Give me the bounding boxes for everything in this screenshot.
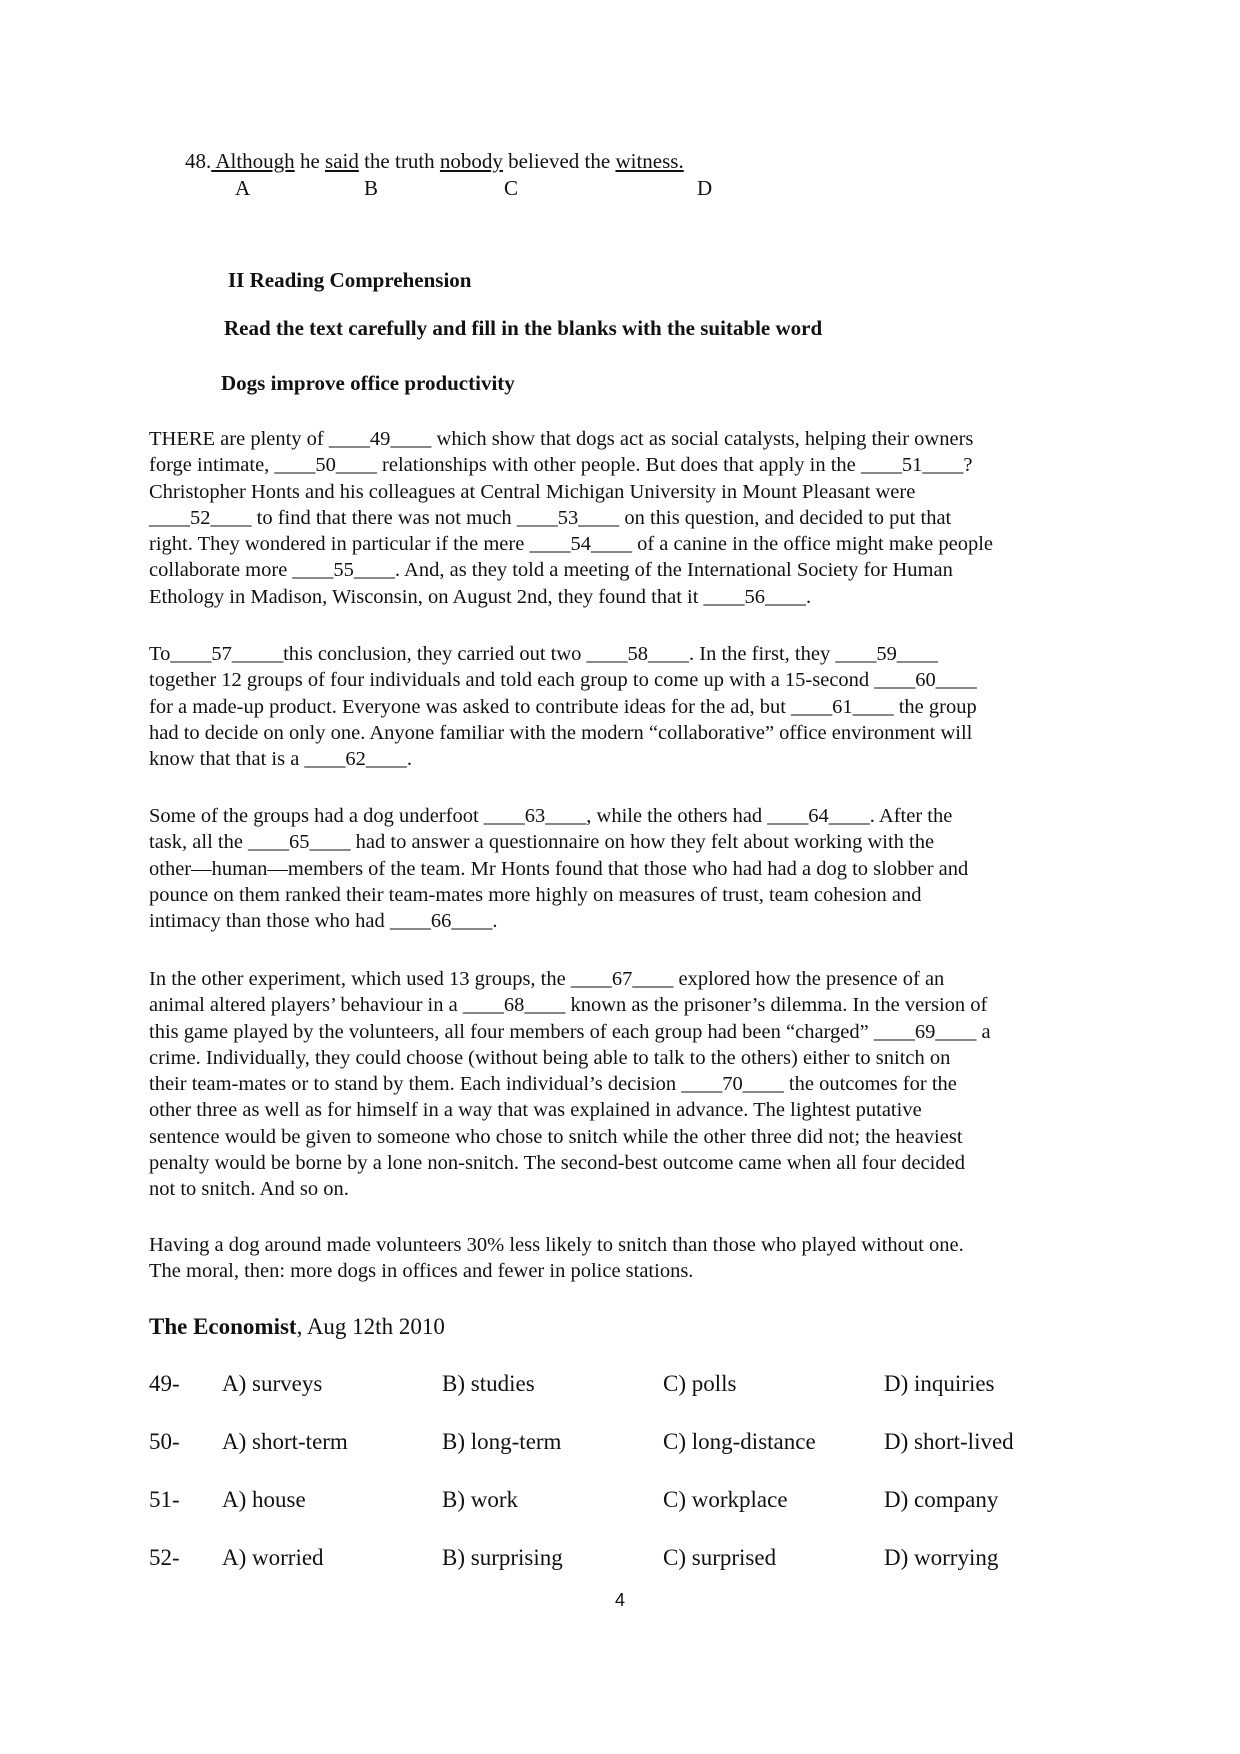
section-title: II Reading Comprehension bbox=[228, 268, 472, 292]
option-b-word: said bbox=[325, 149, 359, 173]
letter-d: D bbox=[697, 176, 713, 200]
option-number: 51- bbox=[149, 1487, 180, 1512]
option-a: A) house bbox=[222, 1487, 306, 1512]
instructions: Read the text carefully and fill in the blanks with the suitable word bbox=[224, 316, 823, 340]
question-text: the truth bbox=[358, 149, 440, 173]
paragraph-5: Having a dog around made volunteers 30% less likely to snitch than those who played without one. The moral, then: more dogs in offices and fewer in police stations. bbox=[149, 1234, 964, 1283]
question-text: believed the bbox=[502, 149, 616, 173]
option-d: D) short-lived bbox=[884, 1429, 1014, 1454]
publication-date: , Aug 12th 2010 bbox=[296, 1314, 445, 1339]
option-number: 50- bbox=[149, 1429, 180, 1454]
option-d: D) inquiries bbox=[884, 1371, 995, 1396]
publication-name: The Economist bbox=[149, 1314, 297, 1339]
question-48 bbox=[185, 148, 684, 174]
option-row bbox=[149, 1487, 1109, 1517]
letter-a: A bbox=[235, 176, 251, 200]
option-b: B) surprising bbox=[442, 1545, 563, 1570]
option-d: D) worrying bbox=[884, 1545, 999, 1570]
option-row bbox=[149, 1545, 1109, 1575]
option-d: D) company bbox=[884, 1487, 999, 1512]
paragraph-3: Some of the groups had a dog underfoot ____63____, while the others had ____64____. After the task, all the ____65____ had to answer a questionnaire on how they felt about working with the other—human—members of the team. Mr Honts found that those who had had a dog to slobber and pounce on them ranked their team-mates more highly on measures of trust, team cohesion and intimacy than those who had ____66____. bbox=[149, 805, 969, 933]
source-citation bbox=[149, 1314, 445, 1340]
paragraph-2: To____57_____this conclusion, they carried out two ____58____. In the first, they ____59____ together 12 groups of four individuals and told each group to come up with a 15-second ____60____ for a made-up product. Everyone was asked to contribute ideas for the ad, but ____61____ the group had to decide on only one. Anyone familiar with the modern “collaborative” office environment will know that that is a ____62____. bbox=[149, 643, 977, 771]
option-row bbox=[149, 1429, 1109, 1459]
option-b: B) long-term bbox=[442, 1429, 562, 1454]
article-title: Dogs improve office productivity bbox=[221, 371, 515, 395]
option-c: C) workplace bbox=[663, 1487, 788, 1512]
option-number: 52- bbox=[149, 1545, 180, 1570]
option-row bbox=[149, 1371, 1109, 1401]
option-b: B) work bbox=[442, 1487, 519, 1512]
option-a-word: Although bbox=[211, 149, 295, 173]
paragraph-1: THERE are plenty of ____49____ which show that dogs act as social catalysts, helping their owners forge intimate, ____50____ relationships with other people. But does that apply in the ____51____? Christopher Honts and his colleagues at Central Michigan University in Mount Pleasant were ____52____ to find that there was not much ____53____ on this question, and decided to put that right. They wondered in particular if the mere ____54____ of a canine in the office might make people collaborate more ____55____. And, as they told a meeting of the International Society for Human Ethology in Madison, Wisconsin, on August 2nd, they found that it ____56____. bbox=[149, 428, 994, 608]
option-c-word: nobody bbox=[439, 149, 503, 173]
page-number: 4 bbox=[614, 1590, 625, 1610]
option-c: C) long-distance bbox=[663, 1429, 816, 1454]
letter-c: C bbox=[504, 176, 519, 200]
option-c: C) polls bbox=[663, 1371, 737, 1396]
question-text: he bbox=[294, 149, 326, 173]
question-number: 48. bbox=[185, 149, 212, 173]
option-number: 49- bbox=[149, 1371, 180, 1396]
letter-b: B bbox=[364, 176, 379, 200]
paragraph-4: In the other experiment, which used 13 groups, the ____67____ explored how the presence of an animal altered players’ behaviour in a ____68____ known as the prisoner’s dilemma. In the version of this game played by the volunteers, all four members of each group had been “charged” ____69____ a crime. Individually, they could choose (without being able to talk to the others) either to snitch on their team-mates or to stand by them. Each individual’s decision ____70____ the outcomes for the other three as well as for himself in a way that was explained in advance. The lightest putative sentence would be given to someone who chose to snitch while the other three did not; the heaviest penalty would be borne by a lone non-snitch. The second-best outcome came when all four decided not to snitch. And so on. bbox=[149, 968, 991, 1201]
option-b: B) studies bbox=[442, 1371, 535, 1396]
option-d-word: witness. bbox=[615, 149, 684, 173]
option-a: A) short-term bbox=[222, 1429, 348, 1454]
option-a: A) worried bbox=[222, 1545, 324, 1570]
option-a: A) surveys bbox=[222, 1371, 323, 1396]
option-c: C) surprised bbox=[663, 1545, 777, 1570]
